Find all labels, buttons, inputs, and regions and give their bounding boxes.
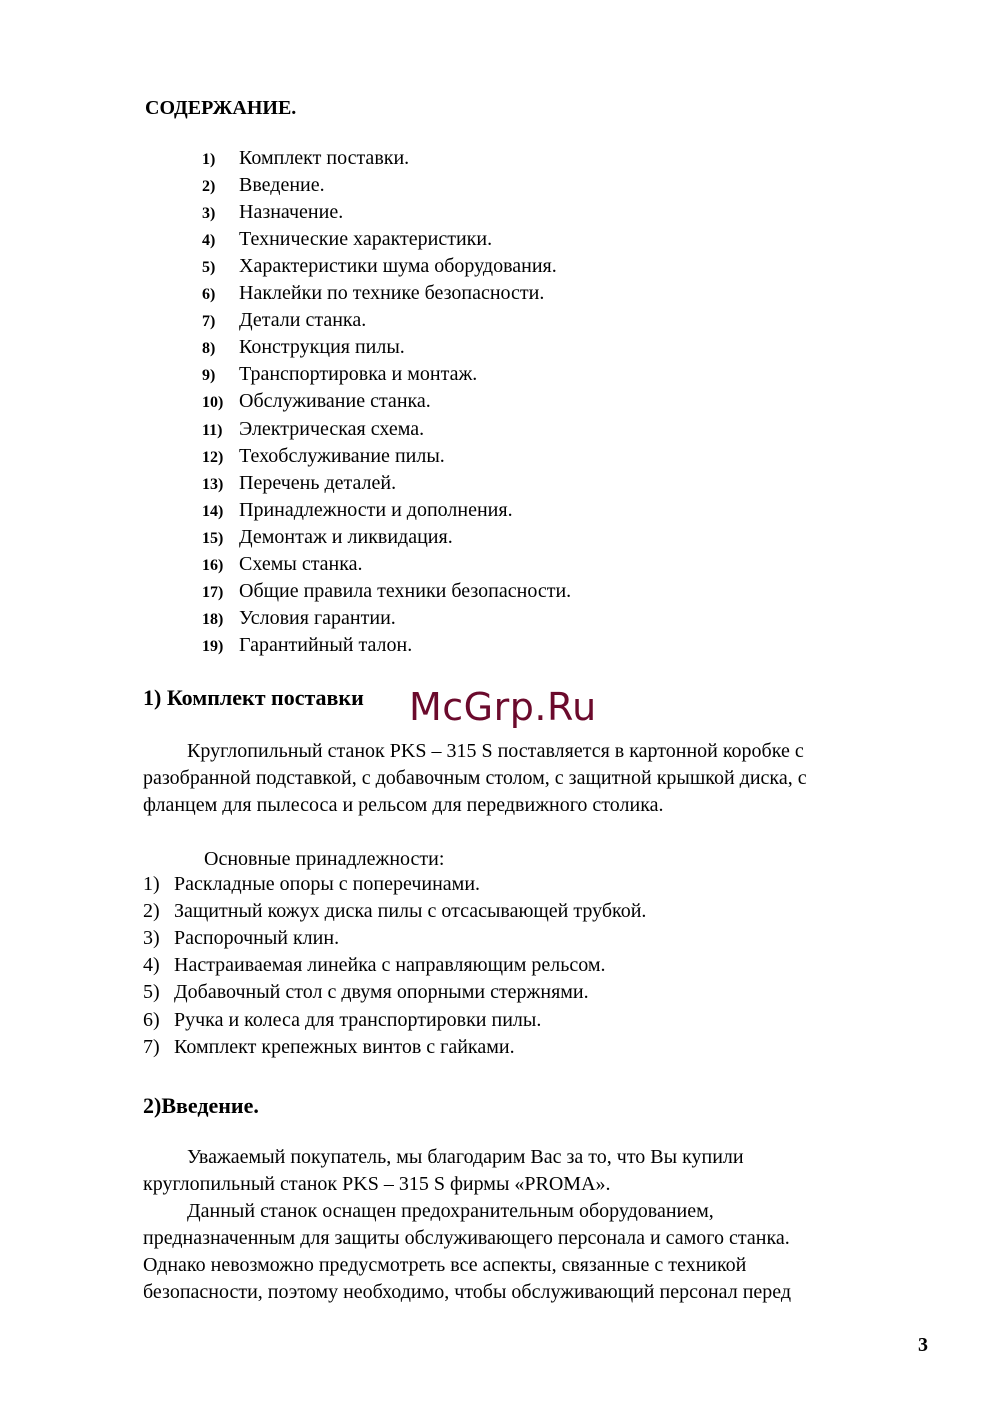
toc-item-number: 10)	[202, 394, 224, 412]
toc-item-number: 13)	[202, 475, 224, 493]
accessory-number: 1)	[143, 873, 160, 895]
section1-para-line: разобранной подставкой, с добавочным столом, с защитной крышкой диска, с	[143, 767, 807, 789]
toc-item-number: 9)	[202, 367, 216, 385]
toc-item-number: 6)	[202, 286, 216, 304]
toc-item-number: 17)	[202, 583, 224, 601]
toc-item-number: 8)	[202, 340, 216, 358]
toc-item-label: Гарантийный талон.	[239, 633, 413, 656]
section2-para-line: безопасности, поэтому необходимо, чтобы обслуживающий персонал перед	[143, 1281, 792, 1303]
accessory-number: 7)	[143, 1035, 160, 1058]
toc-item-number: 12)	[202, 448, 224, 466]
toc-title: СОДЕРЖАНИЕ.	[145, 97, 297, 119]
toc-item-label: Демонтаж и ликвидация.	[239, 525, 453, 548]
section2-para-line: Однако невозможно предусмотреть все аспекты, связанные с техникой	[143, 1254, 747, 1276]
accessory-item	[143, 954, 606, 977]
toc-item-number: 7)	[202, 313, 216, 331]
toc-item-label: Электрическая схема.	[239, 417, 425, 440]
section2-para-line: круглопильный станок PKS – 315 S фирмы «PROMA».	[143, 1173, 611, 1195]
toc-item-number: 3)	[202, 205, 216, 223]
accessories-title: Основные принадлежности:	[204, 848, 445, 870]
toc-item-label: Транспортировка и монтаж.	[239, 363, 478, 386]
toc-item-label: Техобслуживание пилы.	[239, 444, 445, 467]
accessory-label: Ручка и колеса для транспортировки пилы.	[174, 1008, 542, 1031]
section2-para-line: Уважаемый покупатель, мы благодарим Вас за то, что Вы купили	[187, 1146, 744, 1168]
section2-para-line: Данный станок оснащен предохранительным оборудованием,	[187, 1200, 714, 1222]
accessory-number: 4)	[143, 954, 160, 977]
accessory-label: Настраиваемая линейка с направляющим рельсом.	[174, 954, 606, 977]
toc-item-label: Обслуживание станка.	[239, 390, 431, 413]
accessory-item	[143, 900, 646, 923]
toc-item-number: 5)	[202, 259, 216, 277]
accessory-number: 6)	[143, 1008, 160, 1031]
section1-para-line: Круглопильный станок PKS – 315 S поставляется в картонной коробке с	[187, 740, 804, 762]
accessory-label: Комплект крепежных винтов с гайками.	[174, 1035, 515, 1058]
accessory-number: 2)	[143, 900, 160, 923]
accessory-number: 5)	[143, 981, 160, 1004]
accessory-item	[143, 873, 480, 896]
toc-item-label: Общие правила техники безопасности.	[239, 579, 572, 602]
accessory-item	[143, 1009, 541, 1032]
toc-item-label: Принадлежности и дополнения.	[239, 498, 513, 521]
toc-item-number: 11)	[202, 421, 223, 439]
toc-item-number: 2)	[202, 178, 216, 196]
toc-item-number: 14)	[202, 502, 224, 520]
accessory-label: Защитный кожух диска пилы с отсасывающей трубкой.	[174, 900, 647, 923]
toc-item-number: 16)	[202, 556, 224, 574]
toc-item-number: 4)	[202, 232, 216, 250]
section2-para-line: предназначенным для защиты обслуживающего персонала и самого станка.	[143, 1227, 790, 1249]
section1-para-line: фланцем для пылесоса и рельсом для передвижного столика.	[143, 794, 664, 816]
accessory-label: Добавочный стол с двумя опорными стержнями.	[174, 981, 589, 1004]
toc-item-label: Введение.	[239, 174, 325, 197]
toc-item-label: Комплект поставки.	[239, 147, 410, 169]
accessory-item	[143, 981, 589, 1004]
watermark: McGrp.Ru	[409, 685, 597, 729]
toc-item-label: Назначение.	[239, 201, 344, 224]
accessory-label: Раскладные опоры с поперечинами.	[174, 873, 481, 895]
toc-item-number: 18)	[202, 610, 224, 628]
accessory-item	[143, 1036, 515, 1059]
section2-heading: 2)Введение.	[143, 1093, 259, 1118]
toc-item-label: Технические характеристики.	[239, 228, 493, 251]
accessory-number: 3)	[143, 927, 160, 950]
accessory-item	[143, 927, 339, 950]
accessory-label: Распорочный клин.	[174, 927, 340, 950]
section1-heading: 1) Комплект поставки	[143, 685, 364, 710]
toc-item-label: Детали станка.	[239, 309, 367, 332]
toc-item-number: 19)	[202, 637, 224, 655]
toc-item-number: 1)	[202, 151, 216, 168]
toc-item-label: Конструкция пилы.	[239, 336, 405, 359]
toc-item-label: Схемы станка.	[239, 552, 363, 575]
toc-item-label: Наклейки по технике безопасности.	[239, 282, 545, 305]
page-number: 3	[918, 1334, 928, 1356]
toc-item-label: Перечень деталей.	[239, 471, 397, 494]
toc-item-label: Условия гарантии.	[239, 606, 396, 629]
toc-item-label: Характеристики шума оборудования.	[239, 255, 557, 278]
toc-item-number: 15)	[202, 529, 224, 547]
